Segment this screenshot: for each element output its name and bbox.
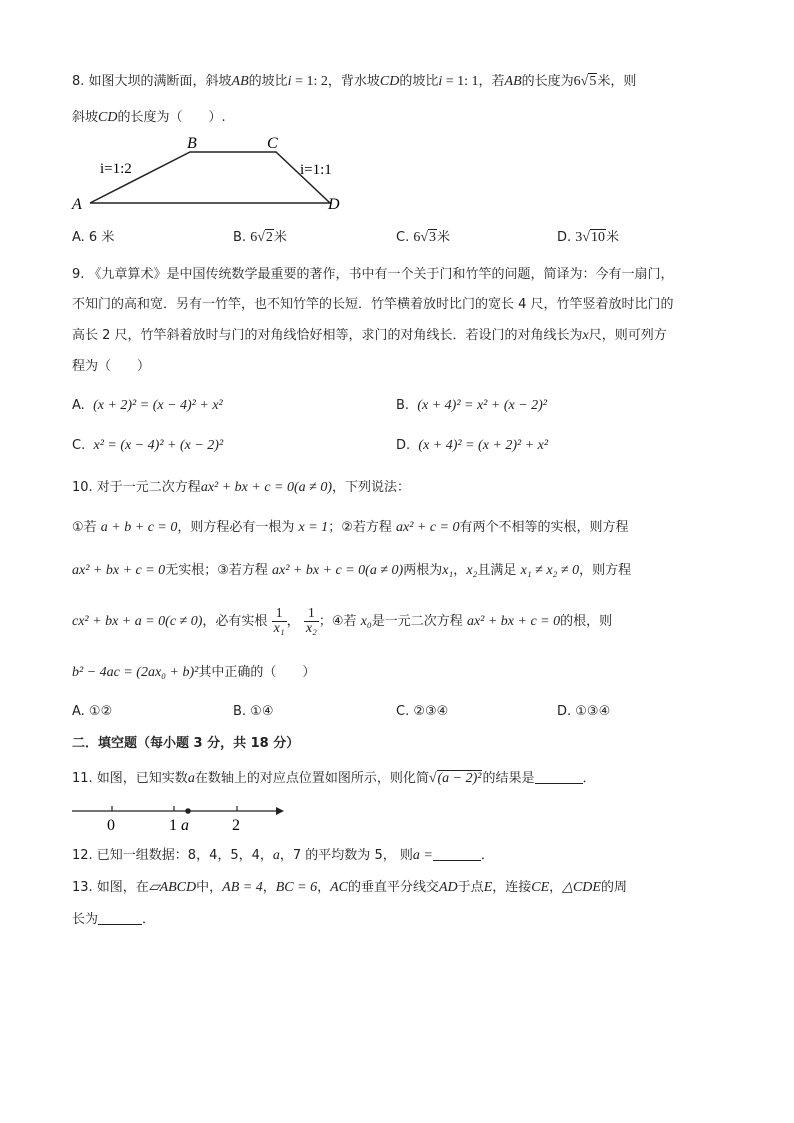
q13-answer-blank <box>98 910 142 925</box>
slope-ratio-left: i=1:2 <box>100 161 132 177</box>
q9-option-a: A. (x + 2)² = (x − 4)² + x² <box>72 398 223 413</box>
q8-line2: 斜坡CD的长度为（ ）. <box>72 110 226 125</box>
tick-label-1: 1 <box>169 817 177 834</box>
q9-option-d: D. (x + 4)² = (x + 2)² + x² <box>396 438 549 453</box>
q10-line2: ①若 a + b + c = 0，则方程必有一根为 x = 1；②若方程 ax² + c = 0有两个不相等的实根，则方程 <box>72 520 629 535</box>
label-b: B <box>187 135 197 152</box>
dam-trapezoid <box>90 152 330 203</box>
q13-line2: 长为 ． <box>72 912 156 927</box>
fraction-1-over-x1: $\frac{1}{\text{x₁}}$ <box>273 606 285 636</box>
label-c: C <box>267 135 278 152</box>
q9-option-b: B. (x + 4)² = x² + (x − 2)² <box>396 398 547 413</box>
section-2-title: 二．填空题（每小题 3 分，共 18 分） <box>72 736 300 751</box>
q10-line4: cx² + bx + a = 0(c ≠ 0)，必有实根 $\frac{1}{\text{x₁}}$ ， $\frac{1}{\text{x₂}}$ ；④若 x₀是一元二次方程 ax² + bx + c = 0的根，则 <box>72 606 613 636</box>
q10-option-c: C. ②③④ <box>396 704 449 719</box>
label-a: A <box>72 196 82 213</box>
number-line-arrow <box>276 807 284 815</box>
slope-ratio-right: i=1:1 <box>300 162 332 178</box>
q8-option-a: A. 6 米 <box>72 230 115 245</box>
q10-line1: 10. 对于一元二次方程ax² + bx + c = 0(a ≠ 0)，下列说法： <box>72 480 411 495</box>
tick-label-2: 2 <box>232 817 240 834</box>
tick-label-0: 0 <box>107 817 115 834</box>
q10-option-a: A. ①② <box>72 704 113 719</box>
q8-line1: 8. 如图大坝的满断面，斜坡AB的坡比i = 1: 2，背水坡CD的坡比i = 1: 1，若AB的长度为6√5米，则 <box>72 74 637 89</box>
dam-cross-section-figure <box>68 132 358 216</box>
q10-line5: b² − 4ac = (2ax₀ + b)²其中正确的（ ） <box>72 665 316 680</box>
point-a <box>185 808 191 814</box>
fraction-1-over-x2: $\frac{1}{\text{x₂}}$ <box>305 606 317 636</box>
q8-option-d: D. 3√10米 <box>557 230 619 245</box>
q9-option-c: C. x² = (x − 4)² + (x − 2)² <box>72 438 224 453</box>
q9-line4: 程为（ ） <box>72 359 151 374</box>
q8-option-b: B. 6√2米 <box>233 230 287 245</box>
q13-line1: 13. 如图，在▱ABCD中，AB = 4，BC = 6，AC的垂直平分线交AD于点E，连接CE，△CDE的周 <box>72 880 627 895</box>
point-label-a: a <box>181 817 189 834</box>
label-d: D <box>328 196 340 213</box>
q8-option-c: C. 6√3米 <box>396 230 451 245</box>
q10-option-b: B. ①④ <box>233 704 274 719</box>
q9-line2: 不知门的高和宽．另有一竹竿，也不知竹竿的长短．竹竿横着放时比门的宽长 4 尺，竹竿竖着放时比门的 <box>72 297 674 312</box>
q12-line: 12. 已知一组数据：8，4，5，4，a，7 的平均数为 5， 则a = ． <box>72 848 494 863</box>
q10-option-d: D. ①③④ <box>557 704 611 719</box>
q9-line3: 高长 2 尺，竹竿斜着放时与门的对角线恰好相等，求门的对角线长．若设门的对角线长为x尺，则可列方 <box>72 328 667 343</box>
q10-line3: ax² + bx + c = 0无实根；③若方程 ax² + bx + c = 0(a ≠ 0)两根为x₁，x₂且满足 x₁ ≠ x₂ ≠ 0，则方程 <box>72 563 632 578</box>
q9-line1: 9. 《九章算术》是中国传统数学最重要的著作，书中有一个关于门和竹竿的问题，简译为：今有一扇门， <box>72 267 674 282</box>
q11-answer-blank <box>535 769 583 784</box>
q11-line: 11. 如图，已知实数a在数轴上的对应点位置如图所示，则化简√(a − 2)²的结果是 ． <box>72 771 596 786</box>
number-line-figure <box>68 798 288 836</box>
q12-answer-blank <box>433 846 481 861</box>
seg-ab: AB <box>231 74 249 89</box>
